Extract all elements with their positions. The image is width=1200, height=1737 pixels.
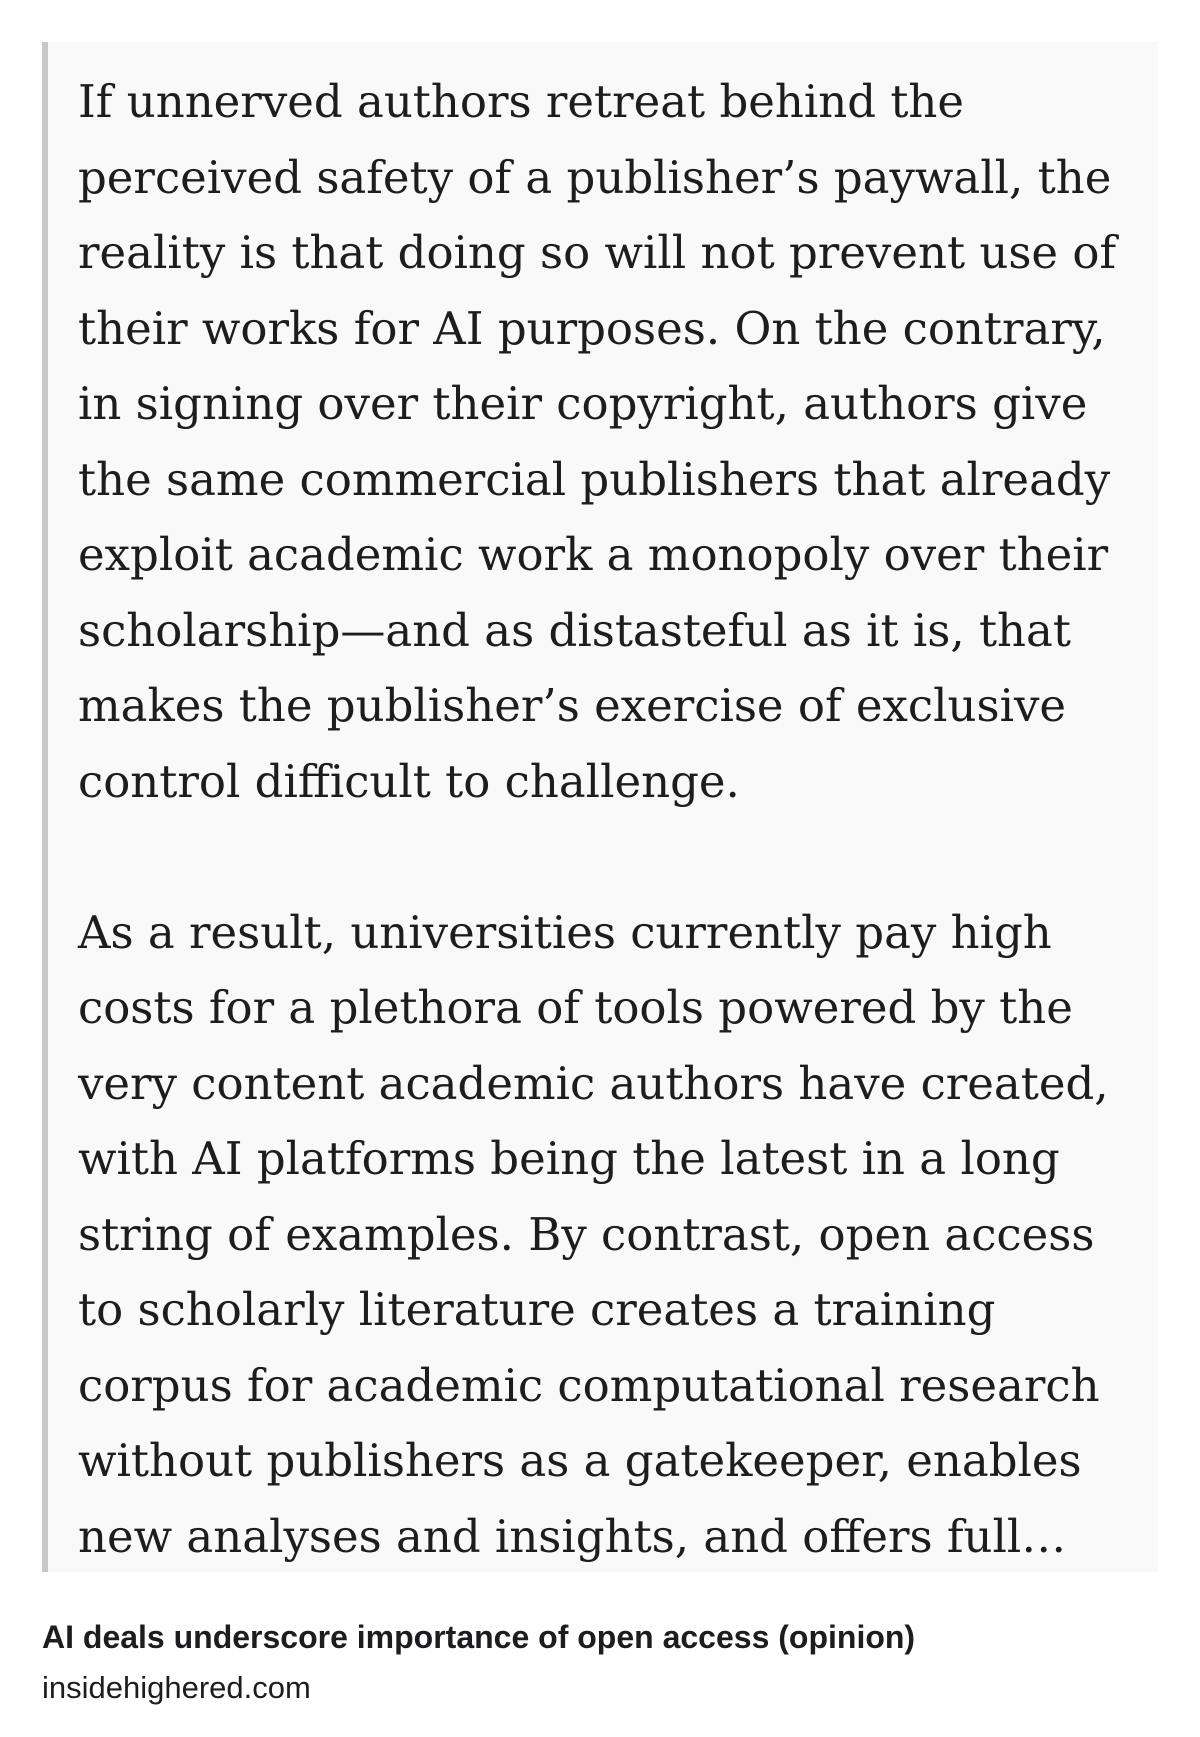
quote-text [78,64,1138,1574]
quote-paragraph-2: As a result, universities currently pay high costs for a plethora of tools powered by the very content academic authors have created, with AI platforms being the latest in a long string of examples. By contrast, open access to scholarly literature creates a training corpus for academic computational research without publishers as a gatekeeper, enables new analyses and insights, and offers full… [78,905,1109,1563]
link-preview-domain[interactable]: insidehighered.com [42,1670,311,1705]
quote-card[interactable] [42,42,1158,1572]
link-preview-title[interactable]: AI deals underscore importance of open access (opinion) [42,1619,916,1655]
quote-paragraph-1: If unnerved authors retreat behind the perceived safety of a publisher’s paywall, the reality is that doing so will not prevent use of their works for AI purposes. On the contrary, in signing over their copyright, authors give the same commercial publishers that already exploit academic work a monopoly over their scholarship—and as distasteful as it is, that makes the publisher’s exercise of exclusive control difficult to challenge. [78,75,1117,808]
